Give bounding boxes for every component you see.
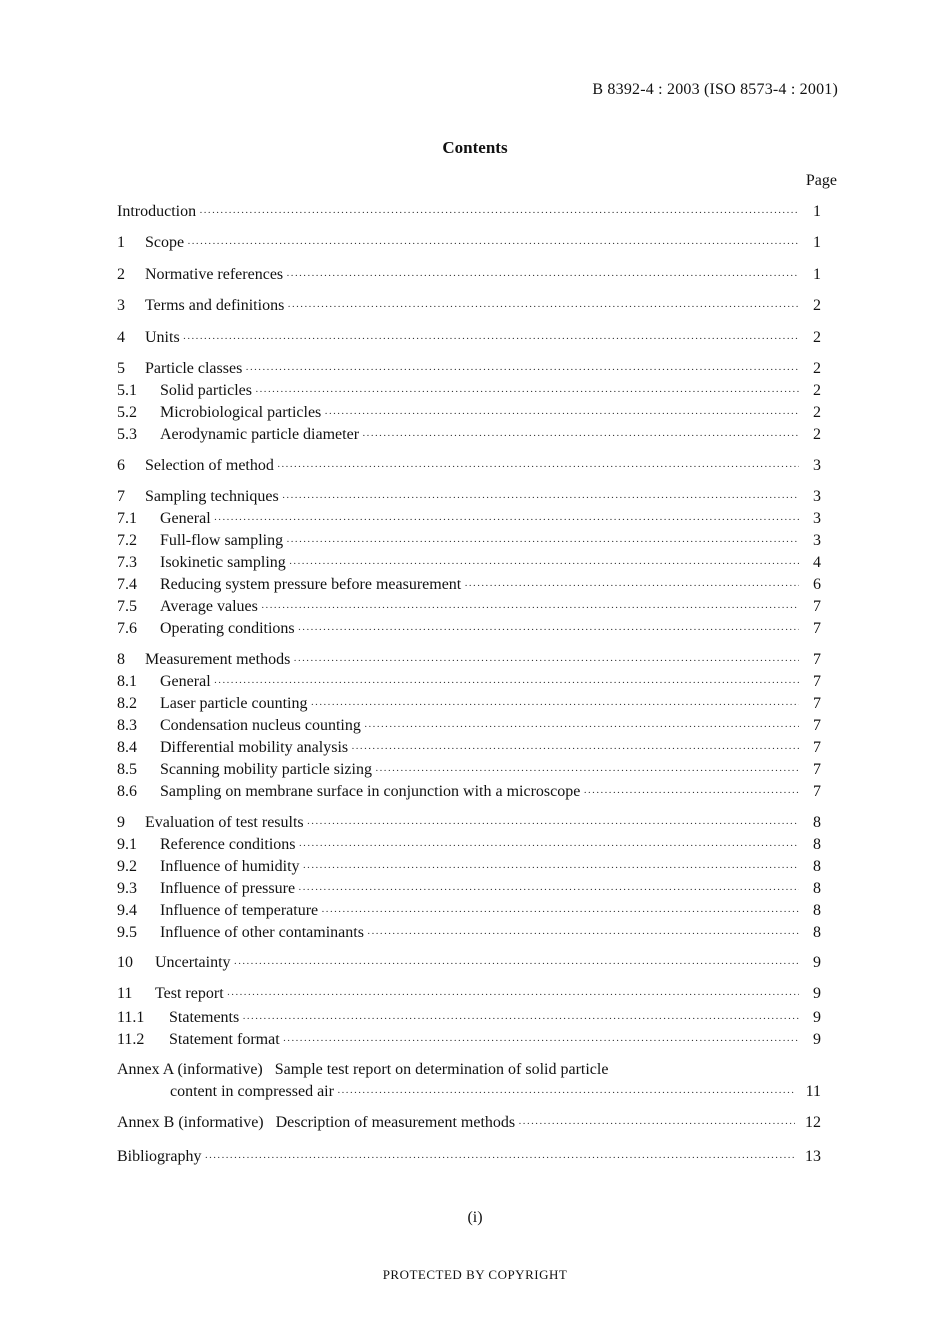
- toc-entry-label: Influence of pressure: [160, 880, 296, 897]
- toc-entry-label: Operating conditions: [160, 620, 295, 637]
- toc-entry-bibliography: [117, 1147, 821, 1167]
- toc-entry-number: 5: [117, 360, 125, 377]
- toc-entry-page: 7: [813, 598, 821, 615]
- toc-entry-label: Average values: [160, 598, 258, 615]
- dot-leader: [286, 266, 799, 286]
- toc-entry: [117, 328, 821, 348]
- toc-entry-label: Sampling on membrane surface in conjunction with a microscope: [160, 783, 581, 800]
- toc-entry-number: 8.5: [117, 761, 137, 778]
- toc-entry-page: 2: [813, 297, 821, 314]
- toc-entry-page: 9: [813, 985, 821, 1002]
- toc-entry-page: 2: [813, 426, 821, 443]
- dot-leader: [298, 620, 799, 640]
- toc-entry-page: 2: [813, 382, 821, 399]
- toc-entry-page: 8: [813, 924, 821, 941]
- dot-leader: [518, 1114, 795, 1134]
- toc-entry: [117, 672, 821, 692]
- toc-entry-number: 7.1: [117, 510, 137, 527]
- toc-entry-number: 7.6: [117, 620, 137, 637]
- toc-entry: [117, 813, 821, 833]
- toc-entry-number: 7.5: [117, 598, 137, 615]
- dot-leader: [277, 457, 799, 477]
- dot-leader: [183, 329, 799, 349]
- toc-entry-page: 7: [813, 761, 821, 778]
- toc-entry-number: 3: [117, 297, 125, 314]
- toc-entry-label: Microbiological particles: [160, 404, 322, 421]
- toc-entry-page: 3: [813, 532, 821, 549]
- toc-entry-label: Measurement methods: [145, 651, 291, 668]
- toc-entry-annex-b: [117, 1113, 821, 1133]
- toc-entry-label: Influence of other contaminants: [160, 924, 364, 941]
- toc-entry-page: 8: [813, 858, 821, 875]
- toc-entry-page: 3: [813, 488, 821, 505]
- toc-entry-annex-a: [117, 1082, 821, 1102]
- toc-entry: [117, 509, 821, 529]
- toc-entry-label: Test report: [155, 985, 224, 1002]
- toc-entry-page: 13: [805, 1148, 821, 1165]
- dot-leader: [287, 297, 799, 317]
- toc-entry-label: Selection of method: [145, 457, 274, 474]
- toc-entry-label: Scope: [145, 234, 185, 251]
- dot-leader: [307, 814, 799, 834]
- toc-entry-page: 7: [813, 717, 821, 734]
- toc-entry-label: Uncertainty: [155, 954, 231, 971]
- toc-entry: [117, 694, 821, 714]
- toc-entry-label: Influence of temperature: [160, 902, 319, 919]
- toc-entry-number: 8.4: [117, 739, 137, 756]
- toc-entry: [117, 738, 821, 758]
- dot-leader: [364, 717, 799, 737]
- toc-entry-label: Reducing system pressure before measurement: [160, 576, 462, 593]
- toc-entry-number: 9.1: [117, 836, 137, 853]
- dot-leader: [234, 954, 799, 974]
- toc-entry: [117, 1030, 821, 1050]
- toc-entry: [117, 597, 821, 617]
- dot-leader: [337, 1083, 795, 1103]
- toc-entry: [117, 531, 821, 551]
- toc-entry-number: 5.2: [117, 404, 137, 421]
- toc-entry-page: 7: [813, 783, 821, 800]
- toc-entry-page: 1: [813, 266, 821, 283]
- toc-entry-number: 4: [117, 329, 125, 346]
- toc-entry-number: 9.2: [117, 858, 137, 875]
- toc-entry-label: Solid particles: [160, 382, 252, 399]
- dot-leader: [303, 858, 799, 878]
- dot-leader: [293, 651, 799, 671]
- toc-entry-page: 2: [813, 329, 821, 346]
- toc-entry-label: Sampling techniques: [145, 488, 279, 505]
- toc-entry-number: 8: [117, 651, 125, 668]
- toc-entry-number: 1: [117, 234, 125, 251]
- toc-entry-number: 7.3: [117, 554, 137, 571]
- toc-entry-label: Condensation nucleus counting: [160, 717, 361, 734]
- dot-leader: [214, 673, 799, 693]
- toc-entry: [117, 984, 821, 1004]
- toc-entry-label: Isokinetic sampling: [160, 554, 286, 571]
- dot-leader: [204, 1148, 795, 1168]
- toc-entry: [117, 857, 821, 877]
- dot-leader: [351, 739, 799, 759]
- dot-leader: [199, 203, 799, 223]
- page-column-label: Page: [805, 172, 837, 189]
- toc-entry-number: 9: [117, 814, 125, 831]
- toc-entry: [117, 575, 821, 595]
- toc-entry-number: 7: [117, 488, 125, 505]
- toc-entry: [117, 296, 821, 316]
- toc-entry-page: 3: [813, 510, 821, 527]
- toc-entry: [117, 553, 821, 573]
- page-number: (i): [467, 1209, 483, 1226]
- toc-entry-label: Normative references: [145, 266, 284, 283]
- toc-entry: [117, 202, 821, 222]
- toc-entry-number: 2: [117, 266, 125, 283]
- toc-entry-page: 8: [813, 902, 821, 919]
- toc-entry-page: 7: [813, 739, 821, 756]
- toc-entry-page: 7: [813, 673, 821, 690]
- toc-entry-number: 11.2: [117, 1031, 145, 1048]
- dot-leader: [286, 532, 799, 552]
- toc-entry-page: 1: [813, 234, 821, 251]
- annex-a-continuation: content in compressed air: [170, 1083, 334, 1100]
- toc-entry: [117, 901, 821, 921]
- toc-entry: [117, 456, 821, 476]
- toc-entry: [117, 923, 821, 943]
- toc-entry: [117, 359, 821, 379]
- toc-entry: [117, 953, 821, 973]
- toc-entry-page: 8: [813, 814, 821, 831]
- dot-leader: [464, 576, 799, 596]
- toc-entry: [117, 487, 821, 507]
- toc-entry-page: 8: [813, 836, 821, 853]
- toc-entry-number: 8.6: [117, 783, 137, 800]
- toc-entry-label: Full-flow sampling: [160, 532, 284, 549]
- document-reference: B 8392-4 : 2003 (ISO 8573-4 : 2001): [592, 81, 838, 98]
- copyright-notice: PROTECTED BY COPYRIGHT: [382, 1267, 568, 1282]
- toc-entry-page: 2: [813, 360, 821, 377]
- toc-entry: [117, 619, 821, 639]
- toc-entry-page: 2: [813, 404, 821, 421]
- dot-leader: [298, 880, 799, 900]
- toc-entry: [117, 879, 821, 899]
- toc-entry: [117, 233, 821, 253]
- toc-entry-label: General: [160, 510, 211, 527]
- toc-entry-number: 11.1: [117, 1009, 145, 1026]
- toc-entry-label: Introduction: [117, 203, 197, 220]
- toc-entry-label: Particle classes: [145, 360, 243, 377]
- page-title: Contents: [442, 138, 508, 157]
- toc-entry-page: 12: [805, 1114, 821, 1131]
- toc-entry-label: Statements: [169, 1009, 240, 1026]
- toc-entry: [117, 835, 821, 855]
- toc-entry-page: 4: [813, 554, 821, 571]
- toc-entry: [117, 716, 821, 736]
- dot-leader: [299, 836, 800, 856]
- toc-entry-number: 5.3: [117, 426, 137, 443]
- toc-entry-number: 8.3: [117, 717, 137, 734]
- toc-entry-number: 8.1: [117, 673, 137, 690]
- toc-entry-label: Scanning mobility particle sizing: [160, 761, 372, 778]
- toc-entry-label: Influence of humidity: [160, 858, 300, 875]
- toc-entry-number: 9.3: [117, 880, 137, 897]
- toc-entry-page: 6: [813, 576, 821, 593]
- dot-leader: [311, 695, 800, 715]
- toc-entry-number: 10: [117, 954, 133, 971]
- toc-entry-number: 11: [117, 985, 133, 1002]
- toc-entry: [117, 782, 821, 802]
- toc-entry: [117, 1008, 821, 1028]
- dot-leader: [261, 598, 799, 618]
- toc-entry-page: 9: [813, 954, 821, 971]
- dot-leader: [245, 360, 799, 380]
- dot-leader: [227, 985, 799, 1005]
- toc-entry: [117, 650, 821, 670]
- toc-entry-label: Differential mobility analysis: [160, 739, 349, 756]
- toc-entry-label: Units: [145, 329, 180, 346]
- dot-leader: [282, 488, 799, 508]
- toc-entry-number: 7.4: [117, 576, 137, 593]
- dot-leader: [367, 924, 799, 944]
- toc-entry: [117, 403, 821, 423]
- toc-entry-label: Evaluation of test results: [145, 814, 304, 831]
- toc-entry-page: 9: [813, 1031, 821, 1048]
- toc-entry-page: 9: [813, 1009, 821, 1026]
- toc-entry-label: Reference conditions: [160, 836, 296, 853]
- toc-entry: [117, 265, 821, 285]
- toc-entry-number: 9.5: [117, 924, 137, 941]
- toc-entry-page: 7: [813, 695, 821, 712]
- toc-entry-number: 6: [117, 457, 125, 474]
- dot-leader: [255, 382, 799, 402]
- dot-leader: [289, 554, 799, 574]
- toc-entry-page: 11: [805, 1083, 821, 1100]
- dot-leader: [362, 426, 799, 446]
- toc-entry-label: Laser particle counting: [160, 695, 308, 712]
- dot-leader: [187, 234, 799, 254]
- toc-entry-label: Aerodynamic particle diameter: [160, 426, 360, 443]
- toc-entry-number: 9.4: [117, 902, 137, 919]
- toc-entry-page: 7: [813, 620, 821, 637]
- toc-entry-label: General: [160, 673, 211, 690]
- toc-entry: [117, 760, 821, 780]
- dot-leader: [375, 761, 799, 781]
- annex-b-title: Annex B (informative) Description of measurement methods: [117, 1114, 516, 1131]
- toc-entry-label: Statement format: [169, 1031, 280, 1048]
- annex-a-title: Annex A (informative) Sample test report on determination of solid particle: [117, 1061, 609, 1078]
- toc-entry-label: Terms and definitions: [145, 297, 285, 314]
- dot-leader: [324, 404, 799, 424]
- bibliography-label: Bibliography: [117, 1148, 202, 1165]
- dot-leader: [583, 783, 799, 803]
- dot-leader: [214, 510, 799, 530]
- toc-entry-page: 1: [813, 203, 821, 220]
- toc-entry: [117, 425, 821, 445]
- dot-leader: [242, 1009, 799, 1029]
- dot-leader: [283, 1031, 799, 1051]
- dot-leader: [321, 902, 799, 922]
- toc-entry-number: 5.1: [117, 382, 137, 399]
- toc-entry-number: 8.2: [117, 695, 137, 712]
- toc-entry: [117, 381, 821, 401]
- toc-entry-page: 8: [813, 880, 821, 897]
- toc-entry-page: 7: [813, 651, 821, 668]
- toc-entry-number: 7.2: [117, 532, 137, 549]
- toc-entry-page: 3: [813, 457, 821, 474]
